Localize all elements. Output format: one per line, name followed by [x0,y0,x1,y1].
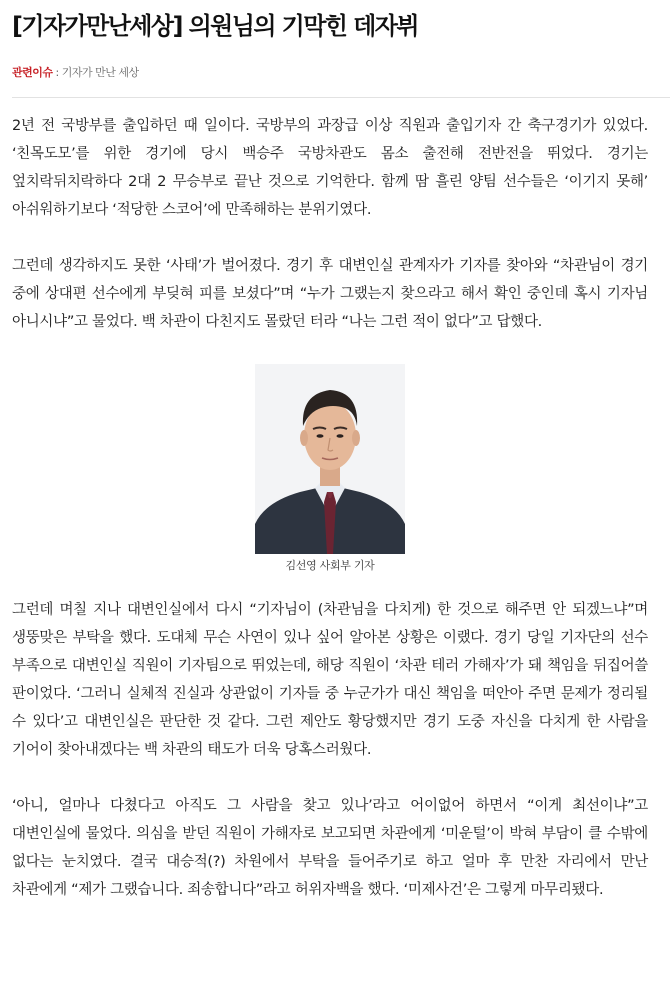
photo-caption: 김선영 사회부 기자 [285,559,375,572]
related-issue-label[interactable]: 관련이슈 [12,66,53,79]
reporter-photo [255,364,405,554]
related-issue-separator: : [52,66,62,79]
article-body [12,112,648,932]
related-issue-link[interactable]: 기자가 만난 세상 [61,66,139,79]
paragraph-1: 2년 전 국방부를 출입하던 때 일이다. 국방부의 과장급 이상 직원과 출입기자 간 축구경기가 있었다. ‘친목도모’를 위한 경기에 당시 백승주 국방차관도 몸소 출전해 전반전을 뛰었다. 경기는 엎치락뒤치락하다 2대 2 무승부로 끝난 것으로 기억한다. 함께 땀 흘린 양팀 선수들은 ‘이기지 못해’ 아쉬워하기보다 ‘적당한 스코어’에 만족해하는 분위기였다. [12,118,648,218]
header-divider [12,97,670,98]
article-header [0,0,670,80]
paragraph-2: 그런데 생각하지도 못한 ‘사태’가 벌어졌다. 경기 후 대변인실 관계자가 기자를 찾아와 “차관님이 경기 중에 상대편 선수에게 부딪혀 피를 보셨다”며 “누가 그랬는지 찾으라고 해서 확인 중인데 혹시 기자님 아니시냐”고 물었다. 백 차관이 다친지도 몰랐던 터라 “나는 그런 적이 없다”고 답했다. [12,258,648,330]
related-issue [12,64,670,80]
reporter-photo-figure [12,364,648,574]
headline: [기자가만난세상] 의원님의 기막힌 데자뷔 [12,12,418,40]
paragraph-3: 그런데 며칠 지나 대변인실에서 다시 “기자님이 (차관님을 다치게) 한 것으로 해주면 안 되겠느냐”며 생뚱맞은 부탁을 했다. 도대체 무슨 사연이 있나 싶어 알아본 상황은 이랬다. 경기 당일 기자단의 선수 부족으로 대변인실 직원이 기자팀으로 뛰었는데, 해당 직원이 ‘차관 테러 가해자’가 돼 책임을 뒤집어쓸 판이었다. ‘그러니 실체적 진실과 상관없이 기자들 중 누군가가 대신 책임을 떠안아 주면 문제가 정리될 수 있다’고 대변인실은 판단한 것 같다. 그런 제안도 황당했지만 경기 도중 자신을 다치게 한 사람을 기어이 찾아내겠다는 백 차관의 태도가 더욱 당혹스러웠다. [12,602,648,758]
paragraph-4: ‘아니, 얼마나 다쳤다고 아직도 그 사람을 찾고 있나’라고 어이없어 하면서 “이게 최선이냐”고 대변인실에 물었다. 의심을 받던 직원이 가해자로 보고되면 차관에게 ‘미운털’이 박혀 부담이 클 수밖에 없다는 눈치였다. 결국 대승적(?) 차원에서 부탁을 들어주기로 하고 얼마 후 만찬 자리에서 만난 차관에게 “제가 그랬습니다. 죄송합니다”라고 허위자백을 했다. ‘미제사건’은 그렇게 마무리됐다. [12,798,648,898]
